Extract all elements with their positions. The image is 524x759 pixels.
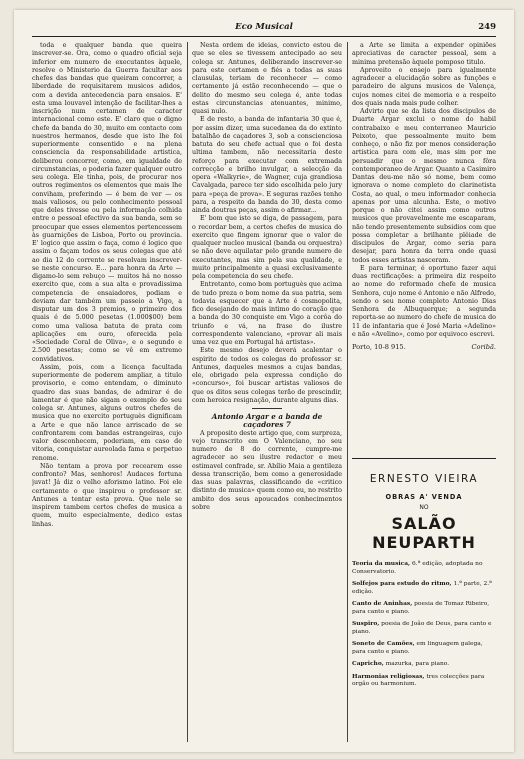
signature-line — [352, 343, 496, 351]
ad-item-title: Canto de Aninhas, — [352, 600, 413, 607]
paragraph: Não tentam a prova por recearem esse confronto? Mas, senhores! Audaces fortuna juvat! Já diz o velho aforismo latino. Foi ele certamente o que inspirou o professor sr. Antunes a tentar esta prova. Que nele se inspirem tambem certos chefes de musica a quem, muito especialmente, dedico estas linhas. — [32, 462, 182, 528]
ad-item-title: Capricho, — [352, 660, 384, 667]
paragraph: Entretanto, como bom portuguès que acima de tudo preza o bom nome da sua patria, sem todavia esquecer que a Arte é cosmopolita, fico desejando do mais intimo do coração que a banda do 30 conquiste em Vigo a corôa do triunfo e vá, na frase do ilustre correspondente valenciano, «provar ali mais uma vez que em Portugal há artistas». — [192, 281, 342, 346]
newspaper-page — [14, 10, 514, 752]
author-signature: Coribã. — [471, 343, 496, 351]
ad-preposition: NO — [419, 504, 429, 511]
paragraph: Aproveito o ensejo para igualmente agradecer a elucidação sobre as funções e paradeiro de alguns musicos de Valença, cujos nomes citei de memoria e a respeito dos quais nada mais pude colher. — [352, 66, 496, 107]
column-2 — [192, 42, 342, 744]
paragraph: E de resto, a banda de infantaria 30 que é, por assim dizer, uma sucedanea da do extinto batalhão de caçadores 3, sob a conscienciosa batuta do seu chefe actual que o foi desta ultima tambem, não necessitaria deste reforço para executar com extremada correcção e brilho invulgar, a selecção da opera «Walkyrie», de Wagner, cuja grandiosa Cavalgada, parece ter sido escolhida pelo jury para «peça de prova». E seguras razões tenho para, a respeito da banda do 30, desta como ainda doutras peças, assim o afirmar... — [192, 116, 342, 214]
ad-item-title: Teoria da musica, — [352, 560, 411, 567]
place-date: Porto, 10-8 915. — [352, 343, 406, 351]
paragraph: toda e qualquer banda que queira inscrever-se. Ora, como o quadro oficial seja inferior em numero de executantes àquele, resolve o Ministerio da Guerra facultar aos chefes das bandas que queiram concorrer, a liberdade de requisitarem musicos adidos, com a devida antecedencia para ensaios. E' esta uma louvavel intenção de facilitar-lhes a inscrição num certamen de caracter internacional como este. E' claro que o digno chefe da banda do 30, muito em contacto com nuestros hermanos, desde que isto lhe foi superiormente consentido e na plena consciencia da responsabilidade artistica, deliberou concorrer, como, em igualdade de circunstancias, o poderia fazer qualquer outro seu colega. Ele tinha, pois, de procurar nos outros regimentos os elementos que mais lhe conviham, preferindo — é bem de ver — os mais valiosos, ou pelo conhecimento pessoal que deles tivesse ou pela informação colhida entre o pessoal efectivo da sua banda, sem se preocupar que esses elementos pertencessem às guarnições de Lisboa, Porto ou provincia. E' logico que assim o faça, como é logico que assim o façam todos os seus colegas que até ao dia 12 do corrente se resolvam inscrever-se neste concurso. E... para honra da Arte — digamo-lo sem rebuço — muitos há no nosso exercito que, com a sua alta e provadissima competencia de ensaiadores, podiam e deviam dar também um passeio a Vigo, a disputar um dos 3 premios, o primeiro dos quais é de 5.000 pesetas (1.000$00) bem como uma valiosa batuta de prata com aplicações em ouro, oferecida pela «Sociedade Coral de Oliva», e o segundo e 2.500 pesetas; como se vê em extremo convidativos. — [32, 42, 182, 363]
ad-item-desc: poesia de João de Deus, para canto e piano. — [352, 621, 492, 635]
section-title: Antonio Argar e a banda de caçadores 7 — [211, 412, 323, 430]
ad-item — [352, 600, 496, 616]
advertisement — [352, 458, 496, 747]
ad-store-name: SALÃO NEUPARTH — [372, 514, 476, 552]
ad-item-desc: tres colecções para orgão ou harmonium. — [352, 673, 485, 687]
ad-item-desc: 6.ª edição, adoptada no Conservatorio. — [352, 561, 483, 575]
paragraph: Assim, pois, com a licença facultada superiormente de poderem ampliar, a titulo provisorio, e como entendam, o diminuto quadro das suas bandas, de admirar é de lamentar é que não sigam o exemplo do seu colega sr. Antunes, alguns outros chefes de musica que no exercito portuguès dignificam a Arte e que não lance arriscado de se confrontarem com bandas estrangeiras, cujo valor desconhecem, poderiam, em caso de vitoria, conquistar aureolada fama e perpetuo renome. — [32, 363, 182, 462]
paragraph: Nesta ordem de ideias, convicto estou de que se eles se tivessem antecipado ao seu colega sr. Antunes, deliberando inscrever-se para este certamen e fiés a todas as suas clausulas, teriam de reconhecer — como certamente já estão reconhecendo — que o delito do mesmo seu colega é, ante todas estas circunstancias atenuantes, minimo, quasi nulo. — [192, 42, 342, 115]
ad-item — [352, 560, 496, 576]
page-header — [32, 22, 496, 37]
page-number: 249 — [478, 22, 496, 32]
ad-item-desc: poesia de Tomaz Ribeiro, para canto e piano. — [352, 601, 490, 615]
ad-item-list — [352, 560, 496, 689]
ad-item — [352, 673, 496, 689]
ad-author-name: ERNESTO VIEIRA — [369, 473, 479, 485]
column-divider — [347, 42, 348, 742]
column-1 — [32, 42, 182, 744]
section-divider — [252, 408, 282, 409]
paragraph: Este mesmo desejo deverá acalentar o espirito de todos os colegas do professor sr. Antunes, daqueles mesmos a cujas bandas, ele, obrigado pela expressa condição do «concurso», foi buscar artistas valiosos de que os ditos seus colegas terão de prescindir, com heroica resignação, durante alguns dias. — [192, 347, 342, 404]
paragraph: a Arte se limita a expender opiniões apreciativas de caracter pessoal, sem a minima pretensão àquele pomposo titulo. — [352, 42, 496, 66]
ad-item — [352, 620, 496, 636]
publication-title: Eco Musical — [235, 22, 293, 32]
ad-item — [352, 660, 496, 669]
ad-item-title: Soneto de Camões, — [352, 640, 415, 647]
column-3 — [352, 42, 496, 454]
ad-item-title: Harmonias religiosas, — [352, 672, 425, 680]
ad-item-title: Solfejos para estudo do ritmo, — [352, 580, 452, 587]
ad-item — [352, 640, 496, 656]
paragraph: E' bom que isto se diga, de passagem, para o recordar bem, a certos chefes de musica do exercito que fingem ignorar que o valor de qualquer nucleo musical (banda ou orquestra) se não deve aquilatar pelo grande numero de executantes, mas sim pela sua qualidade, e muito principalmente a quasi exclusivamente pela competencia do seu chefe. — [192, 215, 342, 280]
ad-item — [352, 580, 496, 596]
ad-subtitle: OBRAS A' VENDA — [385, 493, 463, 501]
paragraph: Advirto que se da lista dos discipulos de Duarte Argar exclui o nome do habil contrabaixo e meu conterraneo Mauricio Peixoto, que pessoalmente muito bem conheço, o não fiz por menos consideração artistica para com ele, mas sim por me persuadir que o mesmo nunca fôra contemporaneo de Argar. Quanto a Casimiro Dantas deu-me não só nome, bem como ignorava o nome completo do clarinetista Costa, ao qual, o meu informador conhecia apenas por uma alcunha. Este, o motivo porque o não citei assim como outros musicos que provavelmente me escaparam, não tendo presentemente subsidios com que possa completar a brilhante plêiade de discipulos de Argar, como seria para desejar, para honra da terra onde quasi todos esses artistas nasceram. — [352, 108, 496, 264]
ad-item-title: Suspiro, — [352, 620, 380, 627]
ad-item-desc: mazurka, para piano. — [385, 661, 450, 667]
paragraph: E para terminar, é oportuno fazer aqui duas rectificações: a primeira diz respeito ao nome do reformado chefe de musica Senhora, cujo nome é Antonio e não Alfredo, sendo o seu nome completo Antonio Dias Senhora de Albuquerque; a segunda reporta-se ao numero do chefe de musica do 11 de infantaria que é José Maria «Adelino» e não «Avelino», como por equivoco escrevi. — [352, 264, 496, 338]
paragraph: A proposito deste artigo que, com surpreza, vejo transcrito em O Valenciano, no seu numero de 8 do corrente, cumpre-me agradecer ao seu ilustre redactor e meu estimavel confrade, sr. Abílio Maia a gentileza dessa transcrição, bem como a generosidade das suas palavras, classificando de «critico distinto de musica» quem como eu, no restrito ambito dos seus apoucados conhecimentos sobre — [192, 429, 342, 511]
ad-item-desc: em linguagem galega, para canto e piano. — [352, 641, 483, 655]
column-divider — [187, 42, 188, 742]
ad-item-desc: 1.ª parte, 2.ª edição. — [352, 581, 492, 595]
